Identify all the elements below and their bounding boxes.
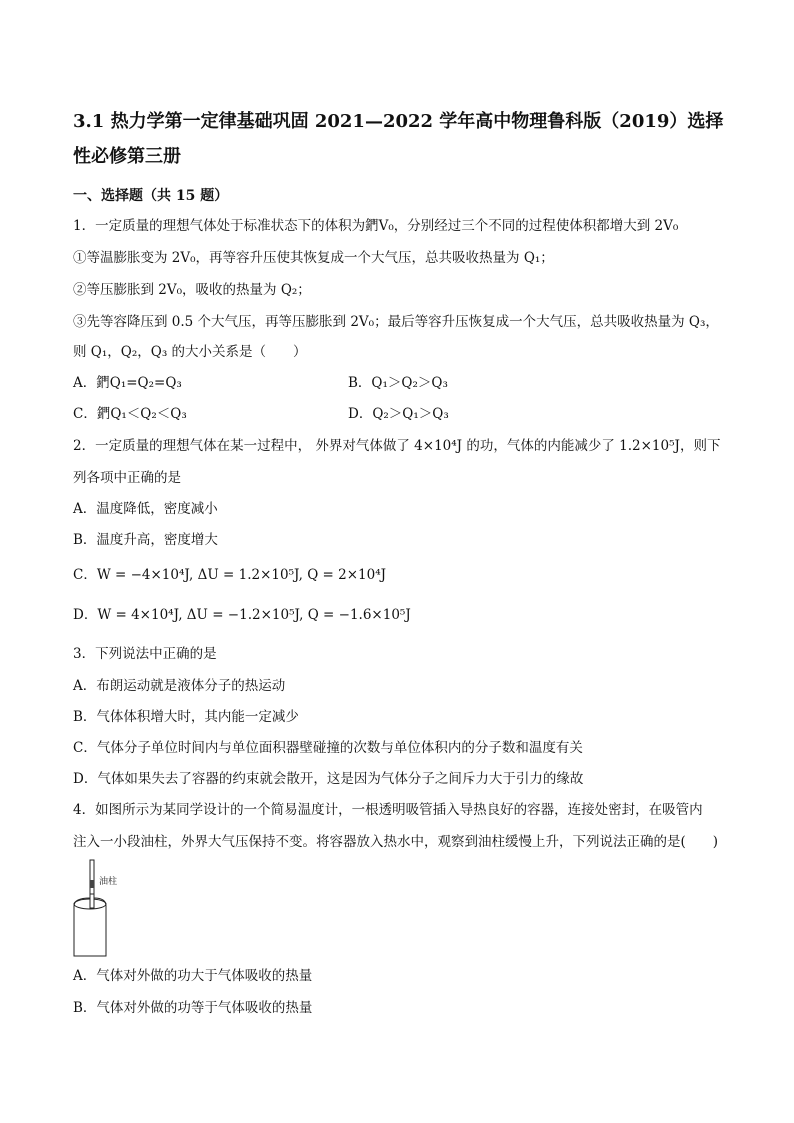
q3-option-b[interactable]: B．气体体积增大时，其内能一定减少	[73, 709, 299, 725]
q4-option-b[interactable]: B．气体对外做的功等于气体吸收的热量	[73, 1000, 313, 1016]
q1-option-a[interactable]: A．鍆Q₁=Q₂=Q₃	[73, 375, 182, 391]
straw-insert	[90, 894, 94, 908]
q1-stem: 1．一定质量的理想气体处于标准状态下的体积为鍆V₀，分别经过三个不同的过程使体积都增大到 2V₀	[73, 218, 679, 234]
q2-stem-line-2: 列各项中正确的是	[73, 470, 181, 486]
q2-option-c[interactable]: C．W = −4×10⁴J, ΔU = 1.2×10⁵J, Q = 2×10⁴J	[73, 567, 387, 583]
q3-option-c[interactable]: C．气体分子单位时间内与单位面积器壁碰撞的次数与单位体积内的分子数和温度有关	[73, 740, 583, 756]
q3-option-d[interactable]: D．气体如果失去了容器的约束就会散开，这是因为气体分子之间斥力大于引力的缘故	[73, 771, 584, 787]
q1-option-b[interactable]: B．Q₁＞Q₂＞Q₃	[348, 375, 448, 391]
q2-option-a[interactable]: A．温度降低，密度减小	[73, 501, 218, 517]
q1-process-1: ①等温膨胀变为 2V₀，再等容升压使其恢复成一个大气压，总共吸收热量为 Q₁；	[73, 250, 554, 266]
q2-option-b[interactable]: B．温度升高，密度增大	[73, 532, 218, 548]
section-heading: 一、选择题（共 15 题）	[73, 188, 229, 204]
q1-option-c[interactable]: C．鍆Q₁＜Q₂＜Q₃	[73, 406, 187, 422]
thermometer-figure	[72, 858, 132, 960]
q4-stem-line-1: 4．如图所示为某同学设计的一个简易温度计，一根透明吸管插入导热良好的容器，连接处密封，在吸管内	[73, 802, 703, 818]
q1-option-d[interactable]: D．Q₂＞Q₁＞Q₃	[348, 406, 449, 422]
oil-column	[90, 880, 94, 888]
oil-column-label: 油柱	[99, 877, 118, 887]
q3-stem: 3．下列说法中正确的是	[73, 646, 217, 662]
q1-question: 则 Q₁，Q₂，Q₃ 的大小关系是（ ）	[73, 344, 307, 360]
page-title: 3.1 热力学第一定律基础巩固 2021—2022 学年高中物理鲁科版（2019）选择性必修第三册	[73, 111, 724, 167]
q1-process-3: ③先等容降压到 0.5 个大气压，再等压膨胀到 2V₀；最后等容升压恢复成一个大气压，总共吸收热量为 Q₃，	[73, 314, 719, 330]
q4-option-a[interactable]: A．气体对外做的功大于气体吸收的热量	[73, 968, 313, 984]
q4-stem-line-2: 注入一小段油柱，外界大气压保持不变。将容器放入热水中，观察到油柱缓慢上升，下列说法正确的是( )	[73, 834, 719, 850]
q3-option-a[interactable]: A．布朗运动就是液体分子的热运动	[73, 678, 286, 694]
q2-stem-line-1: 2．一定质量的理想气体在某一过程中， 外界对气体做了 4×10⁴J 的功，气体的内能减少了 1.2×10⁵J，则下	[73, 438, 721, 454]
q1-process-2: ②等压膨胀到 2V₀，吸收的热量为 Q₂；	[73, 282, 311, 298]
q2-option-d[interactable]: D．W = 4×10⁴J, ΔU = −1.2×10⁵J, Q = −1.6×10⁵J	[73, 607, 411, 623]
